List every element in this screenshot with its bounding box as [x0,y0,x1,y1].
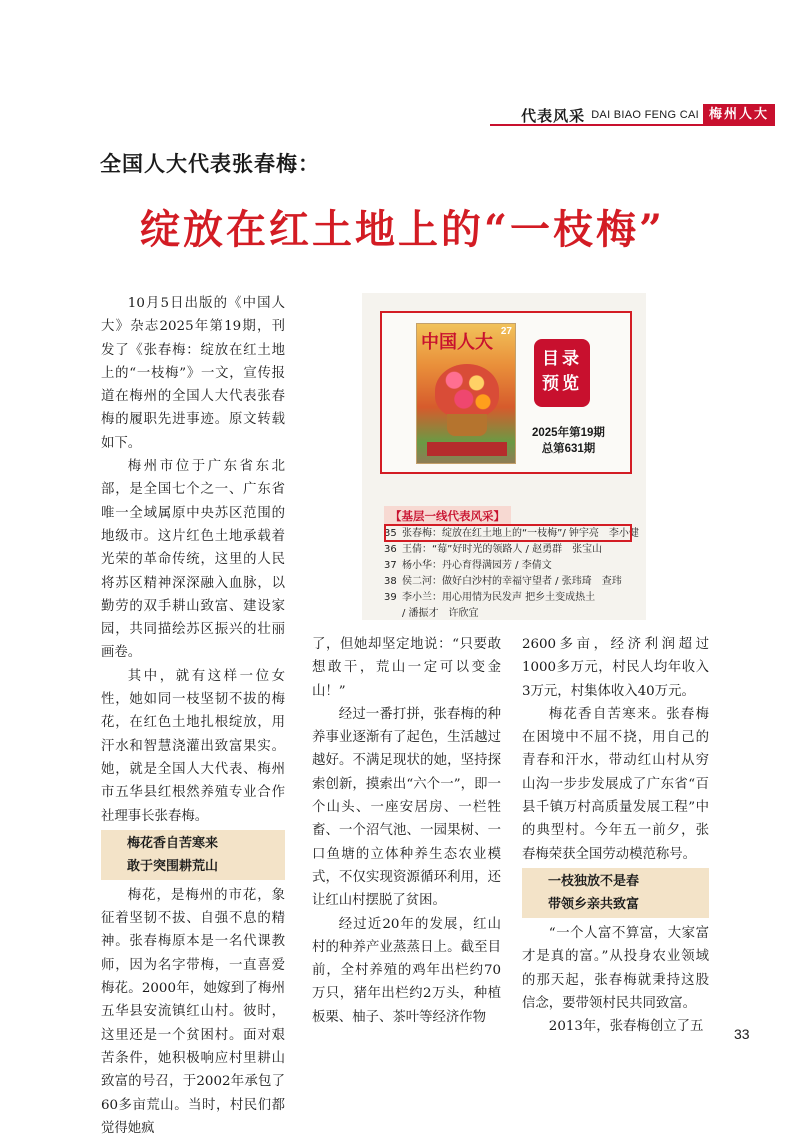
paragraph: 梅花香自苦寒来。张春梅在困境中不屈不挠，用自己的青春和汗水，带动红山村从穷山沟一步步发展成了广东省“百县千镇万村高质量发展工程”中的典型村。今年五一前夕，张春梅荣获全国劳动模范称号。 [522,706,709,862]
toc-entry: / 潘振才 许欣宜 [402,608,479,619]
toc-row-continuation [384,606,640,622]
paragraph: 梅花，是梅州的市花，象征着坚韧不拔、自强不息的精神。张春梅原本是一名代课教师，因为名字带梅，一直喜爱梅花。2000年，她嫁到了梅州五华县安流镇红山村。彼时，这里还是一个贫困村。面对艰苦条件，她积极响应村里耕山致富的号召，于2002年承包了60多亩荒山。当时，村民们都觉得她疯 [101,887,285,1136]
paragraph: 了，但她却坚定地说：“只要敢想敢干，荒山一定可以变金山！” [312,637,501,699]
subheading-box [522,868,709,918]
issue-line: 总第631期 [541,443,596,455]
text-column-2 [312,633,501,1029]
subheading-line: 梅花香自苦寒来 [127,835,219,851]
table-of-contents [384,505,640,622]
paragraph: 10月5日出版的《中国人大》杂志2025年第19期，刊发了《张春梅：绽放在红土地上的“一枝梅”》一文，宣传报道在梅州的全国人大代表张春梅的履职先进事迹。原文转载如下。 [101,296,285,451]
cover-title: 中国人大 [421,332,493,353]
flower-basket-icon [435,364,499,418]
toc-row [384,558,640,574]
toc-row [384,542,640,558]
toc-entry: 杨小华：丹心育得满园芳 / 李倩文 [402,560,552,571]
toc-page: 35 [384,528,397,539]
toc-page: 38 [384,576,397,587]
magazine-cover [416,323,516,464]
text-column-3 [522,633,709,1038]
text-column-1 [101,292,285,1140]
issue-line: 2025年第19期 [532,427,605,439]
article-title: 绽放在红土地上的“一枝梅” [139,206,665,253]
paragraph: 2600多亩，经济利润超过1000多万元，村民人均年收入3万元，村集体收入40万元。 [522,637,709,699]
toc-row [384,574,640,590]
header-rule [490,124,775,126]
toc-page: 37 [384,560,397,571]
article-kicker: 全国人大代表张春梅： [100,152,320,176]
section-pinyin: DAI BIAO FENG CAI [591,109,699,121]
toc-entry: 侯二河：做好白沙村的幸福守望者 / 张玮琦 查玮 [402,576,622,587]
section-header [521,104,775,126]
subheading-box [101,830,285,880]
cover-number: 27 [500,326,512,337]
subheading-line: 敢于突围耕荒山 [127,858,219,874]
toc-entry: 李小兰：用心用情为民发声 把乡土变成热土 [402,592,596,603]
toc-entry: 王倩：“莓”好时光的领路人 / 赵勇群 张宝山 [402,544,603,555]
tiananmen-icon [427,442,507,456]
toc-page: 39 [384,592,397,603]
paragraph: 梅州市位于广东省东北部，是全国七个之一、广东省唯一全域属原中央苏区范围的地级市。这片红色土地承载着光荣的革命传统，这里的人民将苏区精神深深融入血脉，以勤劳的双手耕山致富、建设家园，共同描绘苏区振兴的壮丽画卷。 [101,459,285,661]
section-name: 代表风采 [521,106,586,125]
subheading-line: 带领乡亲共致富 [548,896,640,912]
toc-heading: 【基层一线代表风采】 [384,506,511,526]
toc-highlight-box [384,524,632,542]
paragraph: 2013年，张春梅创立了五 [548,1019,704,1035]
paragraph: 经过一番打拼，张春梅的种养事业逐渐有了起色，生活越过越好。不满足现状的她，坚持探索创新，摸索出“六个一”，即一个山头、一座安居房、一栏牲畜、一个沼气池、一园果树、一口鱼塘的立体种养生态农业模式，不仅实现资源循环利用，还让红山村摆脱了贫困。 [312,706,501,909]
toc-row [384,590,640,606]
cover-frame [380,311,632,474]
basket-icon [447,414,487,436]
subheading-line: 一枝独放不是春 [548,873,640,889]
toc-entry: 张春梅：绽放在红土地上的“一枝梅”/ 钟宇亮 李小健 [402,528,639,539]
publication-badge: 梅州人大 [703,104,775,126]
paragraph: 其中，就有这样一位女性，她如同一枝坚韧不拔的梅花，在红色土地扎根绽放，用汗水和智慧浇灌出致富果实。她，就是全国人大代表、梅州市五华县红根然养殖专业合作社理事长张春梅。 [101,668,285,824]
page-number: 33 [734,1026,750,1042]
toc-page: 36 [384,544,397,555]
paragraph: “一个人富不算富，大家富才是真的富。”从投身农业领域的那天起，张春梅就秉持这股信念，要带领村民共同致富。 [522,925,709,1011]
contents-seal: 目录预览 [534,339,590,407]
paragraph: 经过近20年的发展，红山村的种养产业蒸蒸日上。截至目前，全村养殖的鸡年出栏约70万只，猪年出栏约2万头，种植板栗、柚子、茶叶等经济作物 [312,916,501,1025]
magazine-contents-image [362,293,646,620]
issue-info [532,425,605,457]
